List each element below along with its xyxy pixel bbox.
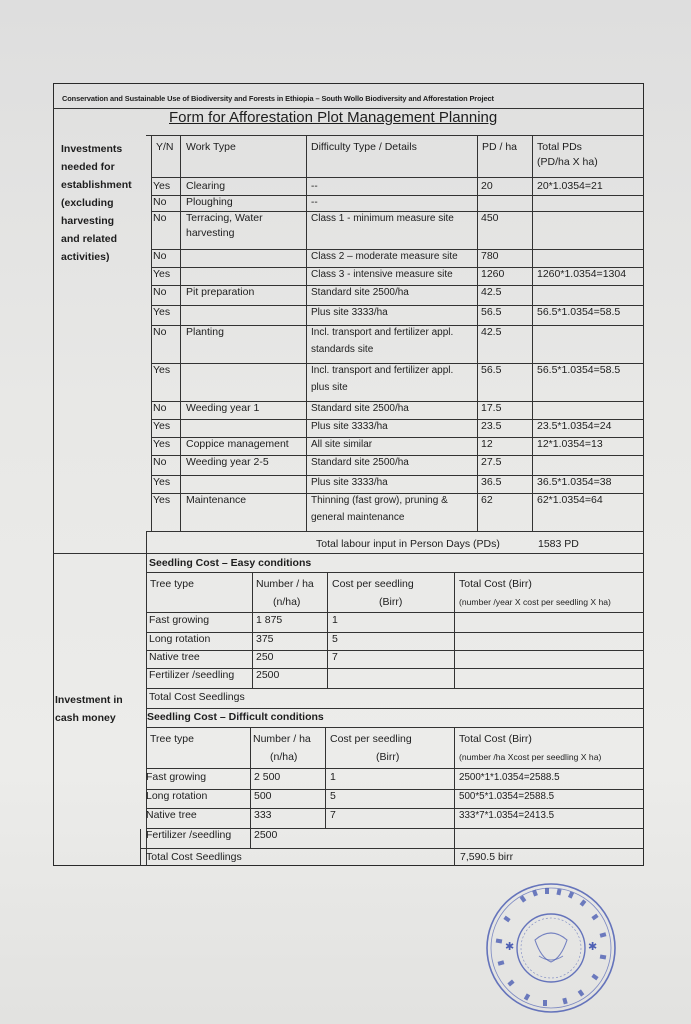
easy-header-number: Number / ha — [256, 578, 314, 590]
row-difficulty-detail: Class 2 – moderate measure site — [311, 251, 458, 262]
difficult-row-tree-type: Fast growing — [146, 771, 207, 783]
row-pd-per-ha: 42.5 — [481, 286, 502, 298]
easy-title-bottom — [146, 572, 644, 573]
difficult-row-line — [146, 789, 644, 790]
difficult-row-tree-type: Fertilizer /seedling — [146, 829, 232, 841]
easy-row-tree-type: Fertilizer /seedling — [149, 669, 235, 681]
row-yn-value: Yes — [153, 438, 171, 450]
svg-text:✱: ✱ — [588, 940, 598, 953]
difficult-row-cost: 1 — [330, 771, 336, 783]
easy-total-bottom — [146, 708, 644, 709]
row-difficulty-detail: -- — [311, 197, 318, 208]
project-header: Conservation and Sustainable Use of Biodiversity and Forests in Ethiopia – South Wollo Biodiversity and Afforestation Project — [62, 94, 494, 103]
difficult-header-tree-type: Tree type — [150, 733, 194, 745]
row-difficulty-detail: plus site — [311, 382, 348, 393]
section1-header-bottom — [151, 177, 644, 178]
row-yn-value: No — [153, 402, 167, 414]
easy-row-cost: 7 — [332, 651, 338, 663]
difficult-row-number: 2500 — [254, 829, 278, 841]
easy-row-number: 1 875 — [256, 614, 283, 626]
column-header-pd-per-ha: PD / ha — [482, 141, 518, 153]
grid-line-v — [327, 572, 328, 688]
column-header-yn: Y/N — [156, 141, 174, 153]
row-work-type: Coppice management — [186, 438, 289, 450]
column-header-total-pds-formula: (PD/ha X ha) — [537, 156, 598, 168]
row-yn-value: Yes — [153, 306, 171, 318]
row-total-pds: 36.5*1.0354=38 — [537, 476, 612, 488]
row-total-pds: 23.5*1.0354=24 — [537, 420, 612, 432]
row-yn-value: Yes — [153, 180, 171, 192]
section-label-investments: harvesting — [61, 215, 115, 227]
row-total-pds: 20*1.0354=21 — [537, 180, 603, 192]
total-labour-label: Total labour input in Person Days (PDs) — [316, 538, 500, 550]
total-pd-bottom — [146, 553, 644, 554]
difficult-row-line — [146, 808, 644, 809]
row-yn-value: No — [153, 212, 167, 224]
title-divider — [146, 135, 644, 136]
row-yn-value: Yes — [153, 268, 171, 280]
row-pd-per-ha: 20 — [481, 180, 493, 192]
difficult-header-number-unit: (n/ha) — [270, 751, 298, 763]
difficult-row-total: 2500*1*1.0354=2588.5 — [459, 772, 560, 783]
grid-line-v — [454, 572, 455, 688]
row-pd-per-ha: 27.5 — [481, 456, 502, 468]
row-pd-per-ha: 17.5 — [481, 402, 502, 414]
row-difficulty-detail: -- — [311, 181, 318, 192]
row-difficulty-detail: Standard site 2500/ha — [311, 287, 409, 298]
row-work-type: Ploughing — [186, 196, 233, 208]
row-work-type: Maintenance — [186, 494, 247, 506]
form-title: Form for Afforestation Plot Management Planning — [169, 109, 498, 126]
official-seal-icon — [483, 880, 619, 1016]
row-pd-per-ha: 36.5 — [481, 476, 502, 488]
row-total-pds: 62*1.0354=64 — [537, 494, 603, 506]
grid-line-v — [454, 848, 455, 866]
difficult-header-number: Number / ha — [253, 733, 311, 745]
row-yn-value: Yes — [153, 476, 171, 488]
easy-header-bottom — [146, 612, 644, 613]
difficult-conditions-title: Seedling Cost – Difficult conditions — [147, 711, 324, 723]
row-work-type: Clearing — [186, 180, 226, 192]
easy-header-total: Total Cost (Birr) — [459, 578, 532, 590]
row-yn-value: Yes — [153, 420, 171, 432]
row-difficulty-detail: Plus site 3333/ha — [311, 307, 388, 318]
row-pd-per-ha: 12 — [481, 438, 493, 450]
difficult-row-number: 500 — [254, 790, 272, 802]
easy-header-cost-unit: (Birr) — [379, 596, 403, 608]
easy-row-line — [146, 650, 644, 651]
difficult-row-cost: 5 — [330, 790, 336, 802]
row-work-type: harvesting — [186, 227, 235, 239]
easy-row-cost: 5 — [332, 633, 338, 645]
easy-conditions-title: Seedling Cost – Easy conditions — [149, 557, 312, 569]
easy-header-total-formula: (number /year X cost per seedling X ha) — [459, 597, 611, 607]
column-header-work-type: Work Type — [186, 141, 236, 153]
row-yn-value: Yes — [153, 494, 171, 506]
row-difficulty-detail: Incl. transport and fertilizer appl. — [311, 327, 454, 338]
grid-line-v — [454, 727, 455, 848]
row-pd-per-ha: 56.5 — [481, 306, 502, 318]
easy-row-tree-type: Native tree — [149, 651, 200, 663]
section-label-investments: (excluding — [61, 197, 114, 209]
row-difficulty-detail: Class 1 - minimum measure site — [311, 213, 454, 224]
row-pd-per-ha: 42.5 — [481, 326, 502, 338]
section1-table-bottom — [146, 531, 644, 532]
section-divider — [53, 553, 146, 554]
row-yn-value: No — [153, 286, 167, 298]
row-difficulty-detail: All site similar — [311, 439, 373, 450]
section-label-investments: needed for — [61, 161, 115, 173]
grid-line-v — [140, 829, 141, 866]
row-difficulty-detail: Plus site 3333/ha — [311, 477, 388, 488]
section-label-investments: establishment — [61, 179, 132, 191]
grid-line-v — [146, 531, 147, 553]
difficult-header-bottom — [146, 768, 644, 769]
easy-row-tree-type: Long rotation — [149, 633, 211, 645]
row-difficulty-detail: general maintenance — [311, 512, 405, 523]
row-difficulty-detail: Plus site 3333/ha — [311, 421, 388, 432]
row-pd-per-ha: 1260 — [481, 268, 505, 280]
easy-header-tree-type: Tree type — [150, 578, 194, 590]
difficult-header-cost-unit: (Birr) — [376, 751, 400, 763]
difficult-row-number: 2 500 — [254, 771, 281, 783]
row-difficulty-detail: Incl. transport and fertilizer appl. — [311, 365, 454, 376]
row-pd-per-ha: 23.5 — [481, 420, 502, 432]
easy-row-number: 2500 — [256, 669, 280, 681]
difficult-row-tree-type: Native tree — [146, 809, 197, 821]
difficult-header-cost: Cost per seedling — [330, 733, 412, 745]
row-yn-value: Yes — [153, 364, 171, 376]
row-total-pds: 56.5*1.0354=58.5 — [537, 364, 621, 376]
row-yn-value: No — [153, 250, 167, 262]
section-label-investments: activities) — [61, 251, 110, 263]
grid-line-v — [325, 727, 326, 829]
difficult-header-total: Total Cost (Birr) — [459, 733, 532, 745]
difficult-row-total: 500*5*1.0354=2588.5 — [459, 791, 555, 802]
column-header-total-pds: Total PDs — [537, 141, 582, 153]
row-difficulty-detail: Class 3 - intensive measure site — [311, 269, 453, 280]
total-labour-value: 1583 PD — [538, 538, 579, 550]
difficult-total-label: Total Cost Seedlings — [146, 851, 242, 863]
easy-row-tree-type: Fast growing — [149, 614, 210, 626]
difficult-row-total: 333*7*1.0354=2413.5 — [459, 810, 555, 821]
row-work-type: Weeding year 2-5 — [186, 456, 269, 468]
easy-header-number-unit: (n/ha) — [273, 596, 301, 608]
difficult-row-cost: 7 — [330, 809, 336, 821]
difficult-rows-bottom — [140, 848, 644, 849]
row-difficulty-detail: Standard site 2500/ha — [311, 403, 409, 414]
row-pd-per-ha: 62 — [481, 494, 493, 506]
difficult-title-bottom — [146, 727, 644, 728]
easy-rows-bottom — [146, 688, 644, 689]
difficult-header-total-formula: (number /ha Xcost per seedling X ha) — [459, 752, 602, 762]
row-total-pds: 1260*1.0354=1304 — [537, 268, 627, 280]
easy-row-line — [146, 632, 644, 633]
row-total-pds: 56.5*1.0354=58.5 — [537, 306, 621, 318]
easy-header-cost: Cost per seedling — [332, 578, 414, 590]
row-total-pds: 12*1.0354=13 — [537, 438, 603, 450]
easy-row-number: 250 — [256, 651, 274, 663]
difficult-row-tree-type: Long rotation — [146, 790, 208, 802]
column-header-difficulty: Difficulty Type / Details — [311, 141, 417, 153]
grid-line-v — [250, 727, 251, 848]
row-work-type: Pit preparation — [186, 286, 255, 298]
row-difficulty-detail: Standard site 2500/ha — [311, 457, 409, 468]
row-pd-per-ha: 780 — [481, 250, 499, 262]
grid-line-v — [252, 572, 253, 688]
row-work-type: Weeding year 1 — [186, 402, 260, 414]
row-difficulty-detail: standards site — [311, 344, 374, 355]
row-yn-value: No — [153, 456, 167, 468]
row-yn-value: No — [153, 326, 167, 338]
svg-text:✱: ✱ — [505, 940, 515, 953]
easy-row-number: 375 — [256, 633, 274, 645]
section-label-cash: Investment in — [55, 694, 123, 706]
row-yn-value: No — [153, 196, 167, 208]
difficult-row-number: 333 — [254, 809, 272, 821]
section-label-cash: cash money — [55, 712, 116, 724]
easy-total-label: Total Cost Seedlings — [149, 691, 245, 703]
row-pd-per-ha: 450 — [481, 212, 499, 224]
difficult-total-value: 7,590.5 birr — [460, 851, 514, 863]
row-work-type: Planting — [186, 326, 224, 338]
easy-row-cost: 1 — [332, 614, 338, 626]
row-pd-per-ha: 56.5 — [481, 364, 502, 376]
section-label-investments: and related — [61, 233, 118, 245]
row-difficulty-detail: Thinning (fast grow), pruning & — [311, 495, 448, 506]
section-label-investments: Investments — [61, 143, 123, 155]
row-work-type: Terracing, Water — [186, 212, 263, 224]
